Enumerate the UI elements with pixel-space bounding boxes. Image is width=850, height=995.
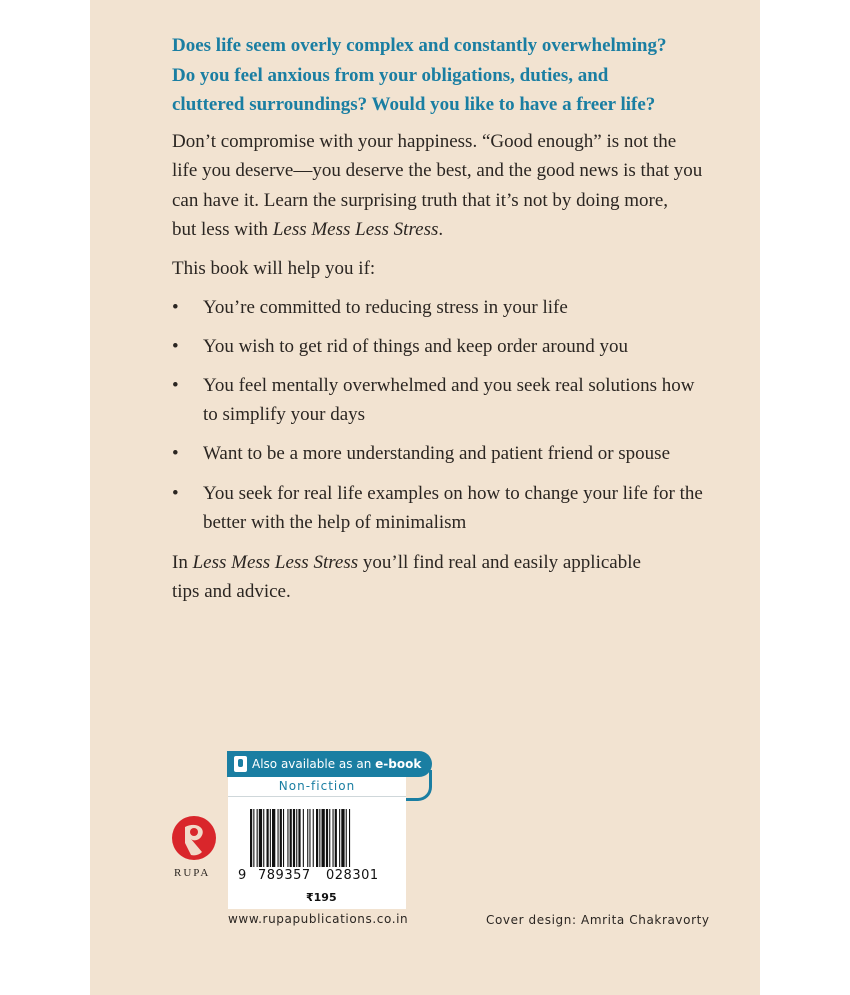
bullet-text: You seek for real life examples on how to change your life for the: [203, 483, 703, 504]
ebook-bold: e-book: [375, 757, 422, 771]
bullet-dot: •: [172, 336, 179, 357]
ebook-badge: [227, 751, 432, 777]
headline-line-1: Does life seem overly complex and constantly overwhelming?: [172, 35, 667, 56]
barcode-panel: [228, 797, 406, 909]
barcode: [250, 809, 386, 867]
ebook-text: Also available as an: [252, 757, 376, 771]
closing-line-2: tips and advice.: [172, 581, 291, 603]
bullet-text: You feel mentally overwhelmed and you seek real solutions how: [203, 375, 695, 396]
bullet-text: You wish to get rid of things and keep order around you: [203, 336, 628, 357]
closing-line-1: [172, 548, 732, 577]
closing-suffix: you’ll find real and easily applicable: [358, 552, 641, 573]
book-title: Less Mess Less Stress: [272, 218, 439, 240]
intro-line-1: Don’t compromise with your happiness. “Good enough” is not the: [172, 131, 677, 152]
bullet-dot: •: [172, 443, 179, 464]
bullet-dot: •: [172, 483, 179, 504]
intro-line-4: [172, 215, 732, 244]
publisher-website: www.rupapublications.co.in: [228, 912, 409, 926]
rupa-logo-icon: [171, 815, 217, 861]
category-label: Non-fiction: [228, 777, 406, 797]
bullet-item: [172, 479, 732, 538]
closing-prefix: In: [172, 552, 193, 573]
ebook-label: [252, 751, 421, 777]
intro-line-4-suffix: .: [438, 218, 444, 240]
intro-line-3: can have it. Learn the surprising truth that it’s not by doing more,: [172, 189, 669, 211]
bullet-item: [172, 371, 732, 430]
bullet-dot: •: [172, 297, 179, 318]
headline: [172, 31, 752, 120]
price: ₹195: [306, 891, 337, 904]
ebook-device-icon: [234, 756, 247, 772]
bullet-text-continued: better with the help of minimalism: [203, 512, 467, 534]
bullet-item: [172, 332, 732, 361]
headline-line-2: Do you feel anxious from your obligations, duties, and: [172, 64, 609, 86]
intro-line-4-prefix: but less with: [172, 218, 273, 240]
publisher-name: RUPA: [174, 867, 211, 879]
headline-line-3: cluttered surroundings? Would you like to have a freer life?: [172, 94, 656, 115]
bullet-text: You’re committed to reducing stress in your life: [203, 297, 568, 318]
intro-line-2: life you deserve—you deserve the best, and the good news is that you: [172, 160, 703, 182]
closing-paragraph: [172, 548, 732, 607]
barcode-group-2: 028301: [326, 868, 379, 883]
book-title: Less Mess Less Stress: [192, 552, 359, 573]
bullet-item: [172, 293, 732, 322]
intro-paragraph: [172, 127, 732, 244]
bullet-text: Want to be a more understanding and patient friend or spouse: [203, 443, 671, 464]
barcode-group-1: 789357: [258, 868, 311, 883]
bullet-dot: •: [172, 375, 179, 396]
cover-design-credit: Cover design: Amrita Chakravorty: [486, 913, 710, 927]
barcode-lead-digit: 9: [238, 868, 247, 883]
bullet-text-continued: to simplify your days: [203, 404, 366, 426]
help-intro: This book will help you if:: [172, 258, 376, 279]
bullet-item: [172, 439, 732, 468]
